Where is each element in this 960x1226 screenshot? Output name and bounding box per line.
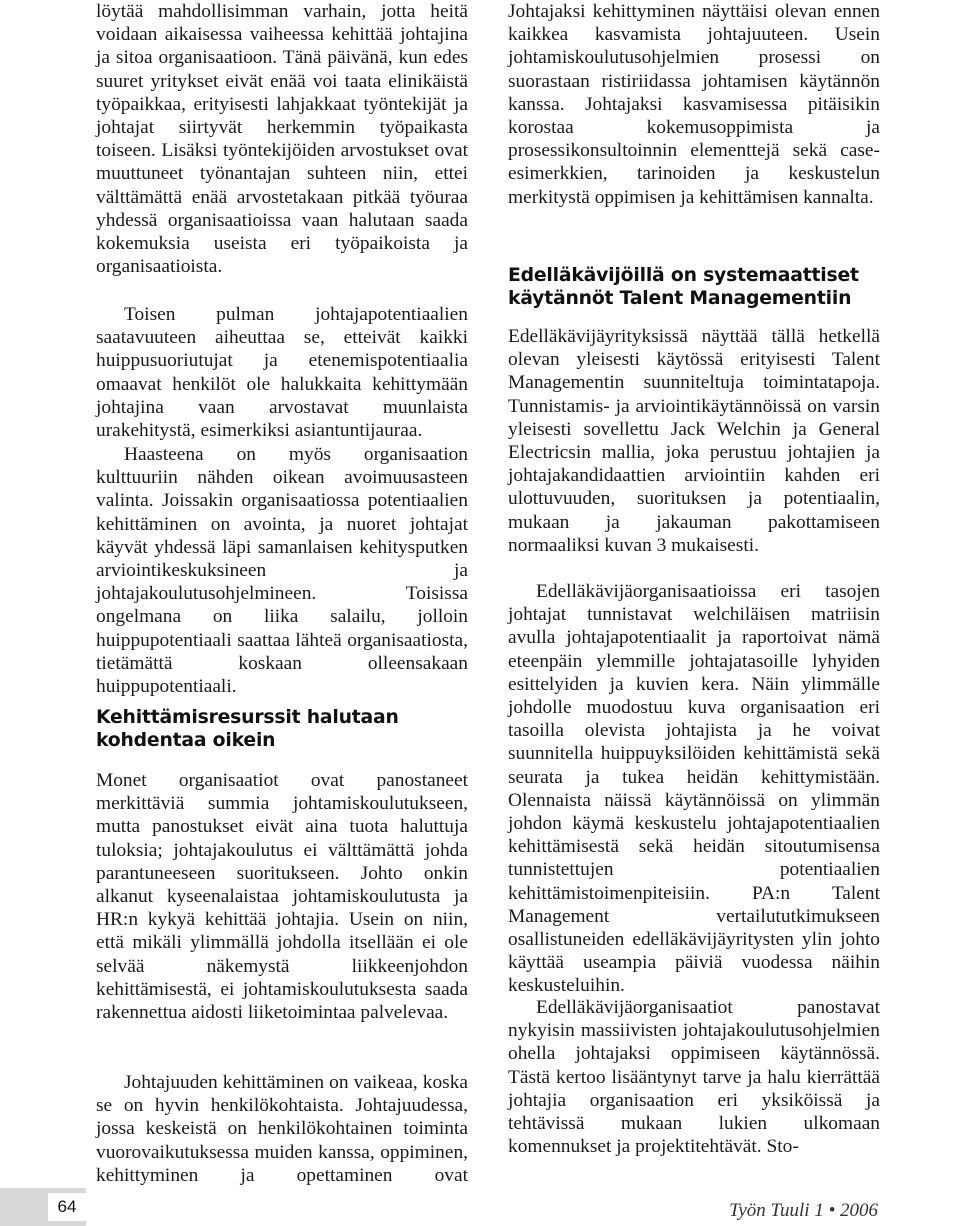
magazine-issue: Työn Tuuli 1 • 2006 <box>729 1200 878 1221</box>
left-column <box>96 0 468 1210</box>
paragraph: Edelläkävijäorganisaatioissa eri tasojen johtajat tunnistavat welchiläisen matriisin avulla johtajapotentiaalit ja raportoivat nämä eteenpäin ylemmille johtajatasoille lyhyiden esittelyiden ja kuvien kera. Näin ylimmälle johdolle muodostuu kuva organisaation eri tasoilla olevista johtajista ja he voivat suunnitella huippuyksilöiden kehittämistä sekä seurata ja tukea heidän kehittymistään. Olennaista näissä käytännöissä on ylimmän johdon käymä keskustelu johtajapotentiaalien kehittämisestä sekä heidän sitoutumisensa tunnistettujen potentiaalien kehittämistoimenpiteisiin. PA:n Talent Management vertailututkimukseen osallistuneiden edelläkävijäyritysten ylin johto käyttää useampia päiviä vuodessa näihin keskusteluihin. <box>508 581 880 997</box>
page-number: 64 <box>48 1193 86 1221</box>
paragraph: Edelläkävijäorganisaatiot panostavat nykyisin massiivisten johtajakoulutusohjelmien ohella johtajaksi oppimiseen käytännössä. Tästä kertoo lisääntynyt tarve ja halu kierrättää johtajia organisaation eri yksiköissä ja tehtävissä mukaan lukien ulkomaan komennukset ja projektitehtävät. Sto- <box>508 997 880 1158</box>
paragraph: löytää mahdollisimman varhain, jotta heitä voidaan aikaisessa vaiheessa kehittää johtajina ja sitoa organisaatioon. Tänä päivänä, kun edes suuret yritykset eivät enää voi taata elinikäistä työpaikkaa, erityisesti lahjakkaat työntekijät ja johtajat siirtyvät herkemmin työpaikasta toiseen. Lisäksi työntekijöiden arvostukset ovat muuttuneet työnantajan suhteen niin, ettei välttämättä enää arvostetakaan pitkää työuraa yhdessä organisaatioissa vaan halutaan saada kokemuksia useista eri työpaikoista ja organisaatioista. <box>96 1 468 278</box>
paragraph: Johtajuuden kehittäminen on vaikeaa, koska se on hyvin henkilökohtaista. Johtajuudessa, jossa keskeistä on henkilökohtainen toiminta vuorovaikutuksessa muiden kanssa, oppiminen, kehittyminen ja opettaminen ovat <box>96 1072 468 1186</box>
section-heading: Edelläkävijöillä on systemaattiset käytännöt Talent Managementiin <box>508 265 859 309</box>
section-heading: Kehittämisresurssit halutaan kohdentaa oikein <box>96 707 399 751</box>
paragraph: Haasteena on myös organisaation kulttuuriin nähden oikean avoimuusasteen valinta. Joissakin organisaatiossa potentiaalien kehittäminen on avointa, ja nuoret johtajat käyvät yhdessä läpi samanlaisen kehitysputken arviointikeskuksineen ja johtajakoulutusohjelmineen. Toisissa ongelmana on liika salailu, jolloin huippupotentiaali saattaa lähteä organisaatiosta, tietämättä koskaan olleensakaan huippupotentiaali. <box>96 444 468 698</box>
paragraph: Toisen pulman johtajapotentiaalien saatavuuteen aiheuttaa se, etteivät kaikki huippusuoriutujat ja etenemispotentiaalia omaavat henkilöt ole halukkaita kehittymään johtajina vaan arvostavat muunlaista urakehitystä, esimerkiksi asiantuntijauraa. <box>96 304 468 442</box>
paragraph: Monet organisaatiot ovat panostaneet merkittäviä summia johtamiskoulutukseen, mutta panostukset eivät aina tuota haluttuja tuloksia; johtajakoulutus ei välttämättä johda parantuneeseen suoritukseen. Johto onkin alkanut kyseenalaistaa johtamiskoulutusta ja HR:n kykyä kehittää johtajia. Usein on niin, että mikäli ylimmällä johdolla itsellään ei ole selvää näkemystä liikkeenjohdon kehittämisestä, ei johtamiskoulutuksesta saada rakennettua aidosti liiketoimintaa palvelevaa. <box>96 770 468 1024</box>
paragraph: Johtajaksi kehittyminen näyttäisi olevan ennen kaikkea kasvamista johtajuuteen. Usein johtamiskoulutusohjelmien prosessi on suorastaan ristiriidassa johtamisen käytännön kanssa. Johtajaksi kasvamisessa pitäisikin korostaa kokemusoppimista ja prosessikonsultoinnin elementtejä sekä case-esimerkkien, tarinoiden ja keskustelun merkitystä oppimisen ja kehittämisen kannalta. <box>508 1 880 208</box>
paragraph: Edelläkävijäyrityksissä näyttää tällä hetkellä olevan yleisesti käytössä erityisesti Talent Managementin suunniteltuja toimintatapoja. Tunnistamis- ja arviointikäytännöissä on varsin yleisesti sovellettu Jack Welchin ja General Electricsin mallia, joka perustuu johtajien ja johtajakandidaattien arviointiin kahden eri ulottuvuuden, suorituksen ja potentiaalin, mukaan ja jakauman pakottamiseen normaaliksi kuvan 3 mukaisesti. <box>508 326 880 556</box>
right-column <box>508 0 880 1158</box>
